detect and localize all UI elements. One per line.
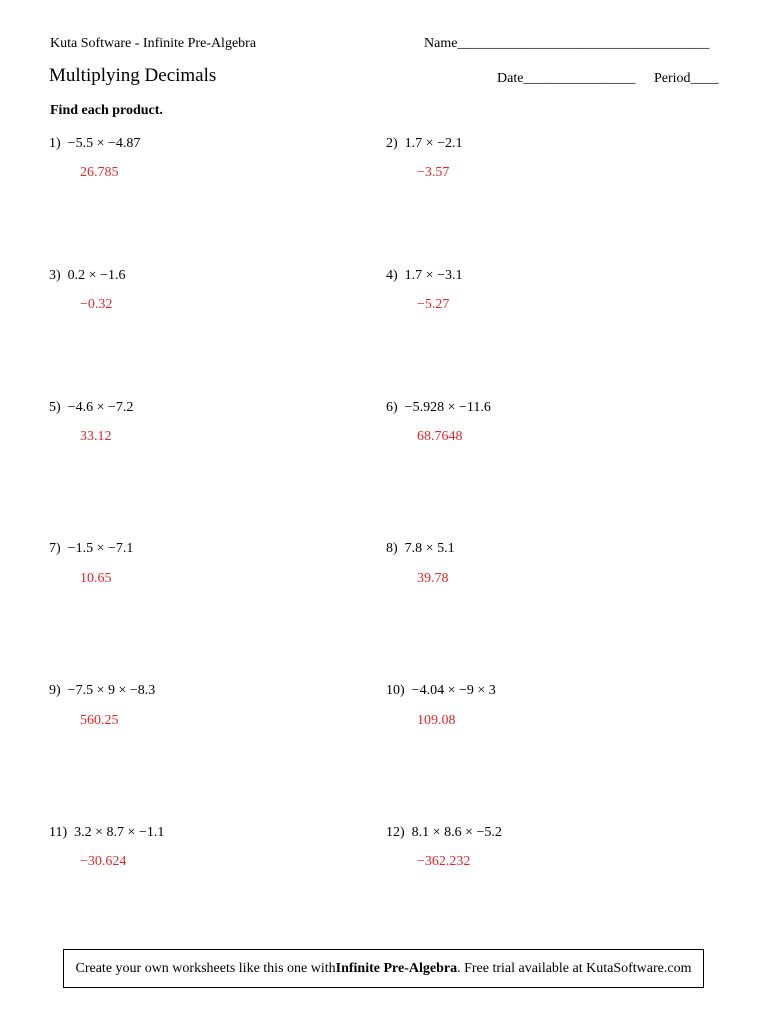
problem-number: 11) (49, 825, 68, 840)
problem-number: 3) (49, 268, 61, 283)
problem-number: 6) (386, 400, 398, 415)
problem-number: 8) (386, 541, 398, 556)
instructions: Find each product. (50, 103, 163, 118)
problem-expression (386, 541, 455, 557)
footer-suffix: . Free trial available at KutaSoftware.com (457, 960, 692, 976)
footer-product-name: Infinite Pre-Algebra (335, 960, 458, 976)
answer: −30.624 (80, 854, 127, 869)
answer: −5.27 (417, 297, 450, 312)
problem-number: 1) (49, 136, 61, 151)
problem-expression-text: −5.928 × −11.6 (404, 400, 491, 415)
footer-prefix: Create your own worksheets like this one with (75, 960, 336, 976)
answer: 560.25 (80, 713, 119, 728)
problem-expression (386, 400, 491, 416)
problem-expression-text: −1.5 × −7.1 (67, 541, 134, 556)
problem-expression-text: 8.1 × 8.6 × −5.2 (411, 825, 502, 840)
worksheet-source: Kuta Software - Infinite Pre-Algebra (50, 36, 257, 51)
problem-expression (49, 541, 133, 557)
problem-expression-text: −4.04 × −9 × 3 (411, 683, 496, 698)
footer-banner (63, 949, 704, 988)
problem-number: 9) (49, 683, 61, 698)
name-field: Name____________________________________ (424, 36, 710, 51)
problem-expression (386, 268, 462, 284)
problem-expression-text: 1.7 × −3.1 (404, 268, 463, 283)
problem-expression (49, 400, 133, 416)
problem-expression-text: −7.5 × 9 × −8.3 (67, 683, 156, 698)
problem-expression-text: −4.6 × −7.2 (67, 400, 134, 415)
answer: 68.7648 (417, 429, 463, 444)
answer: 10.65 (80, 571, 112, 586)
answer: 33.12 (80, 429, 112, 444)
problem-number: 12) (386, 825, 405, 840)
problem-expression (386, 136, 462, 152)
problem-expression-text: 0.2 × −1.6 (67, 268, 126, 283)
answer: 26.785 (80, 165, 119, 180)
problem-number: 4) (386, 268, 398, 283)
problem-number: 10) (386, 683, 405, 698)
problem-expression (49, 268, 125, 284)
answer: 109.08 (417, 713, 456, 728)
answer: 39.78 (417, 571, 449, 586)
problem-expression (49, 683, 155, 699)
problem-expression-text: −5.5 × −4.87 (67, 136, 141, 151)
period-field: Period____ (654, 71, 719, 86)
problem-expression (49, 825, 164, 841)
problem-expression (49, 136, 140, 152)
problem-number: 5) (49, 400, 61, 415)
answer: −0.32 (80, 297, 113, 312)
problem-expression (386, 825, 502, 841)
problem-number: 2) (386, 136, 398, 151)
answer: −362.232 (417, 854, 471, 869)
problem-expression (386, 683, 496, 699)
problem-expression-text: 1.7 × −2.1 (404, 136, 463, 151)
problem-number: 7) (49, 541, 61, 556)
date-field: Date________________ (497, 71, 636, 86)
answer: −3.57 (417, 165, 450, 180)
page-title: Multiplying Decimals (49, 65, 217, 86)
problem-expression-text: 3.2 × 8.7 × −1.1 (74, 825, 165, 840)
problem-expression-text: 7.8 × 5.1 (404, 541, 455, 556)
